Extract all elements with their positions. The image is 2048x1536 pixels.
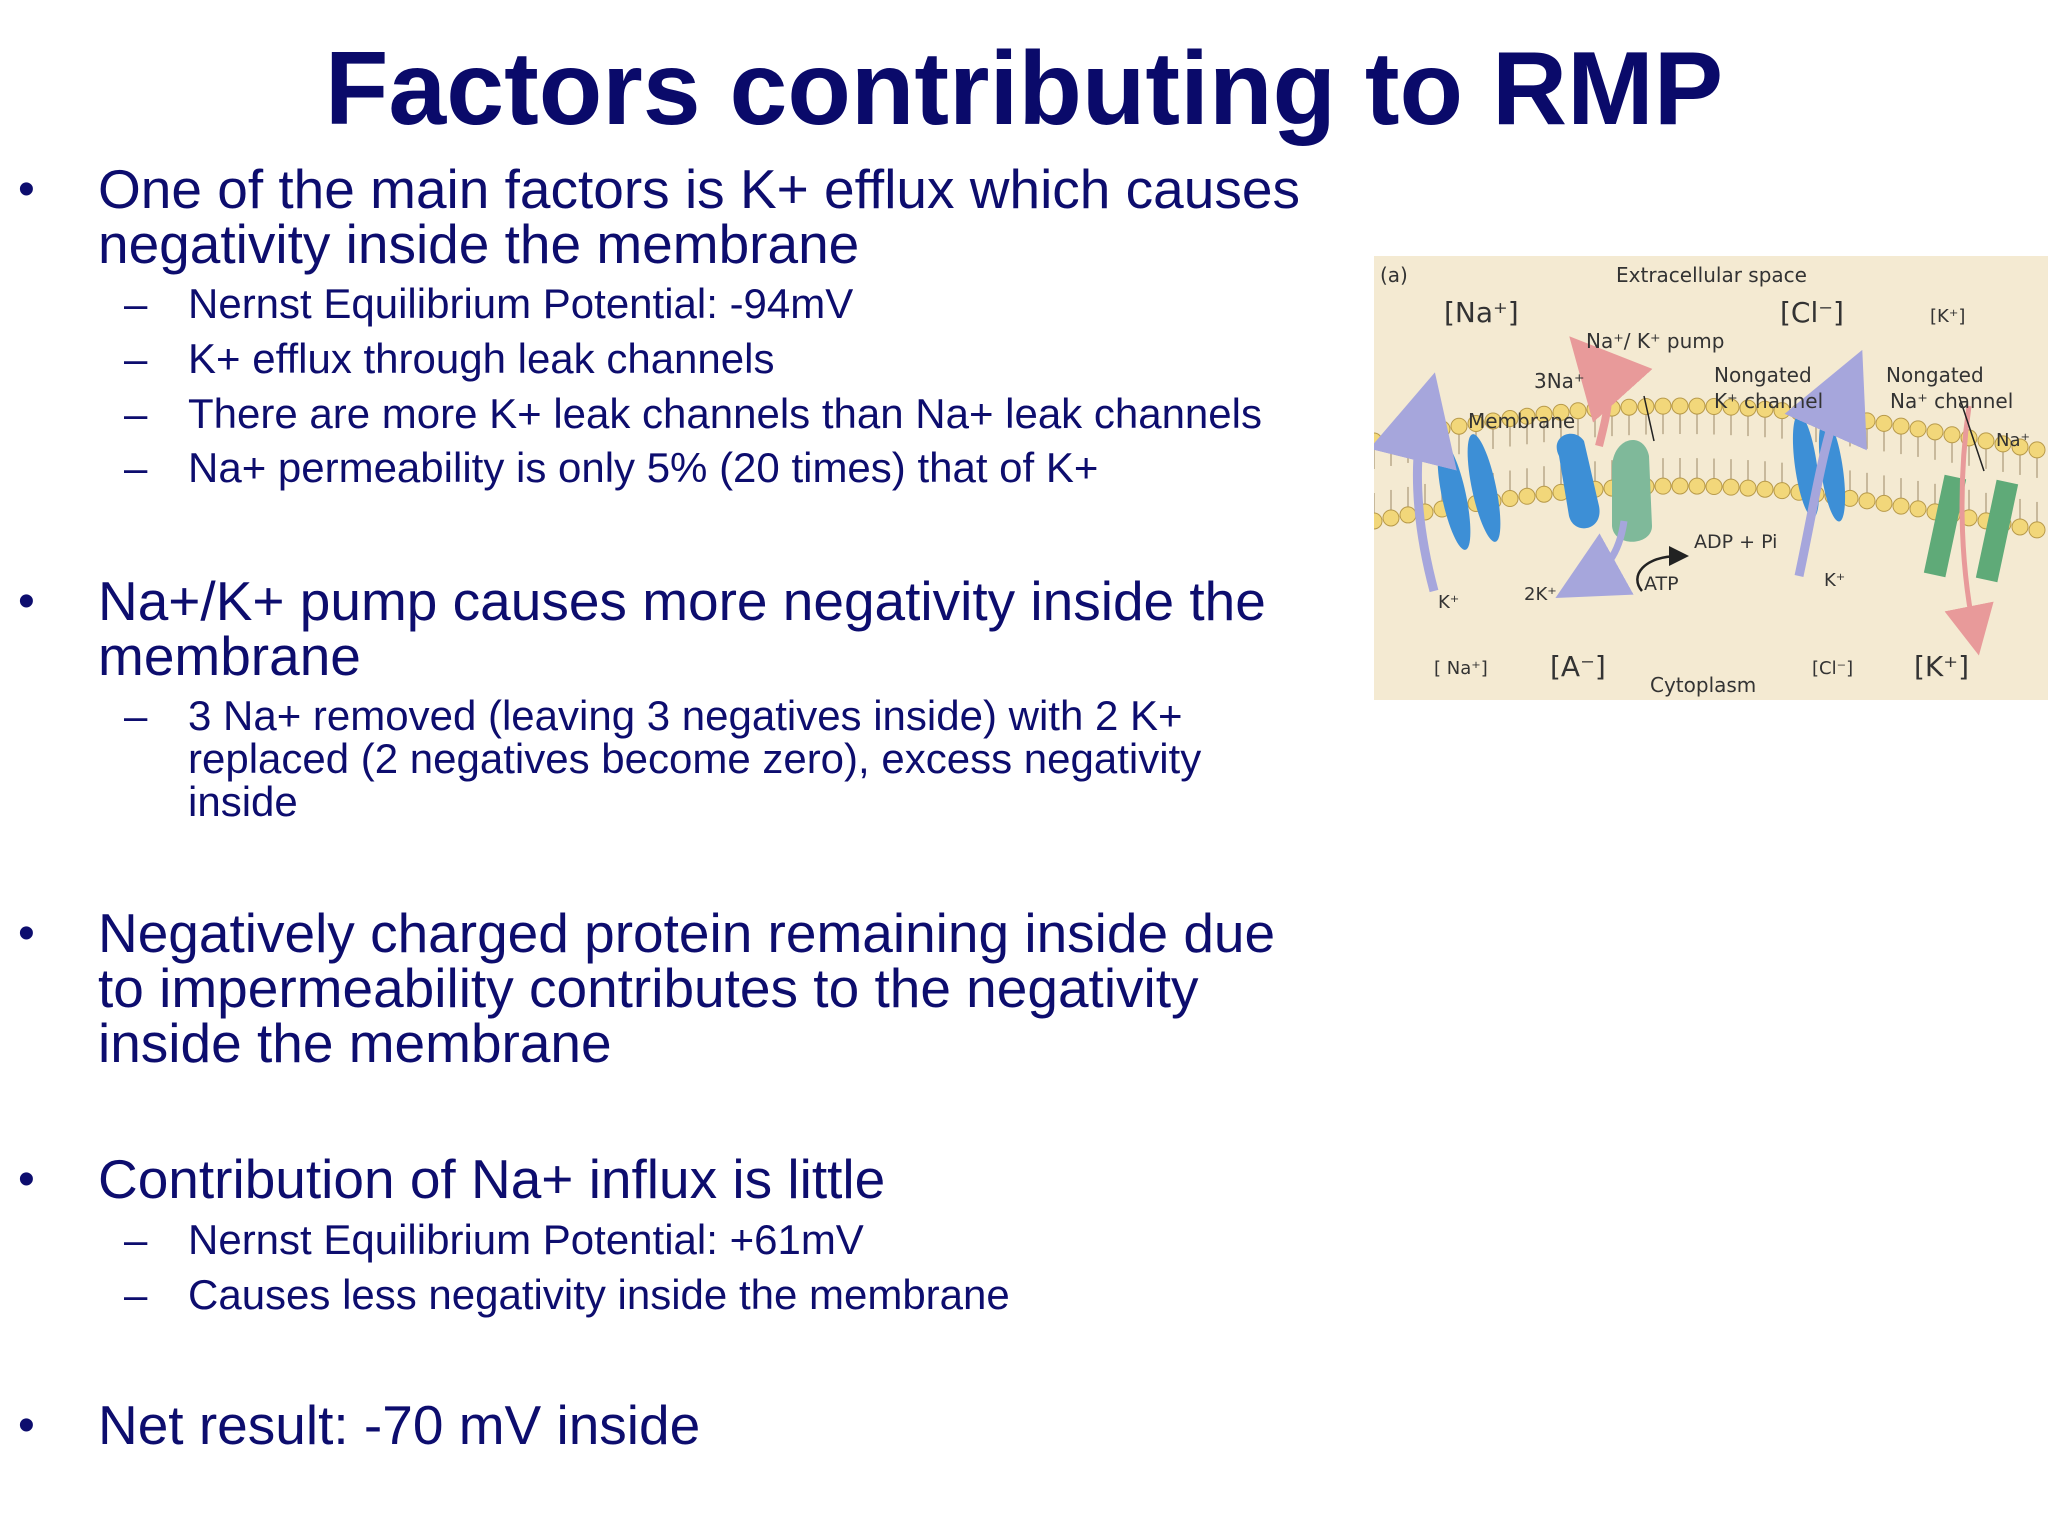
bullet-dot: • [18, 1399, 35, 1452]
sub-line: Causes less negativity inside the membrane [188, 1271, 1010, 1318]
sub-bullet: – Causes less negativity inside the membrane [188, 1273, 1368, 1316]
na-k-pump [1612, 440, 1652, 542]
lipid-head [1757, 481, 1773, 497]
lipid-head [1876, 415, 1892, 431]
sub-line: Nernst Equilibrium Potential: +61mV [188, 1216, 864, 1263]
na-channel-b [1976, 480, 2018, 582]
bottom-a-label: [A⁻] [1550, 650, 1606, 683]
sub-bullet: – There are more K+ leak channels than Na+ leak channels [188, 392, 1368, 435]
k-channel-label-2: K⁺ channel [1714, 389, 1824, 413]
two-k-label: 2K⁺ [1524, 584, 1557, 605]
bullet-line: Na+/K+ pump causes more negativity inside the [98, 570, 1266, 632]
bullet-dot: • [18, 907, 35, 960]
membrane-diagram-svg [1374, 256, 2048, 700]
lipid-head [1706, 479, 1722, 495]
adp-label: ADP + Pi [1694, 531, 1778, 553]
bullet-net-result [18, 1394, 1378, 1456]
lipid-head [1910, 421, 1926, 437]
top-cl-label: [Cl⁻] [1780, 296, 1844, 329]
bullet-line: inside the membrane [98, 1012, 612, 1074]
sub-bullet: – 3 Na+ removed (leaving 3 negatives inside) with 2 K+ replaced (2 negatives become zero), excess negativity inside [188, 694, 1368, 823]
lipid-head [1740, 480, 1756, 496]
bullet-line: membrane [98, 625, 361, 687]
sub-line: Nernst Equilibrium Potential: -94mV [188, 280, 854, 327]
lipid-head [1893, 418, 1909, 434]
lipid-head [1859, 493, 1875, 509]
lipid-head [1383, 430, 1399, 446]
lipid-head [1893, 498, 1909, 514]
bullet-negative-protein [18, 902, 1378, 1074]
membrane-diagram [1374, 256, 2048, 700]
three-na-label: 3Na⁺ [1534, 369, 1585, 393]
lipid-head [1374, 433, 1382, 449]
na-right-label: Na⁺ [1996, 430, 2030, 451]
sub-line: There are more K+ leak channels than Na+ leak channels [188, 390, 1262, 437]
bottom-k-label: [K⁺] [1914, 650, 1969, 683]
lipid-head [2012, 519, 2028, 535]
lipid-head [1859, 413, 1875, 429]
lipid-head [1451, 418, 1467, 434]
lipid-head [1876, 495, 1892, 511]
k-mid-label: K⁺ [1824, 570, 1846, 591]
bullet-line: One of the main factors is K+ efflux which causes [98, 158, 1300, 220]
bullet-na-influx [18, 1148, 1378, 1210]
lipid-head [1383, 510, 1399, 526]
lipid-head [1910, 501, 1926, 517]
lipid-head [1655, 398, 1671, 414]
lipid-head [1374, 513, 1382, 529]
lipid-head [1689, 398, 1705, 414]
slide-title: Factors contributing to RMP [324, 31, 1724, 147]
bullet-dot: • [18, 1153, 35, 1206]
sub-bullet: – Na+ permeability is only 5% (20 times) that of K+ [188, 446, 1368, 489]
na-channel-label-2: Na⁺ channel [1890, 389, 2014, 413]
na-channel-label-1: Nongated [1886, 363, 1984, 387]
lipid-head [1944, 427, 1960, 443]
cytoplasm-label: Cytoplasm [1650, 673, 1757, 697]
bottom-na-label: [ Na⁺] [1434, 658, 1488, 679]
bullet-line: Negatively charged protein remaining inside due [98, 902, 1276, 964]
pump-subunit-blue [1557, 434, 1600, 529]
bottom-cl-label: [Cl⁻] [1812, 658, 1854, 679]
lipid-head [1655, 478, 1671, 494]
lipid-head [1723, 479, 1739, 495]
k-channel-label-1: Nongated [1714, 363, 1812, 387]
atp-label: ATP [1644, 573, 1679, 595]
sub-line: Na+ permeability is only 5% (20 times) that of K+ [188, 444, 1099, 491]
bullet-k-efflux [18, 158, 1378, 275]
lipid-head [1621, 399, 1637, 415]
lipid-head [1434, 421, 1450, 437]
lipid-head [2029, 442, 2045, 458]
sub-bullet: – Nernst Equilibrium Potential: +61mV [188, 1218, 1368, 1261]
top-k-label: [K⁺] [1930, 306, 1966, 327]
sub-bullet: – Nernst Equilibrium Potential: -94mV [188, 282, 1368, 325]
bullet-dot: • [18, 575, 35, 628]
lipid-head [1774, 483, 1790, 499]
k-left-label: K⁺ [1438, 592, 1460, 613]
lipid-head [1978, 433, 1994, 449]
lipid-head [1536, 486, 1552, 502]
sub-line: K+ efflux through leak channels [188, 335, 775, 382]
pump-label: Na⁺/ K⁺ pump [1586, 329, 1725, 353]
panel-label: (a) [1380, 263, 1408, 287]
extracellular-label: Extracellular space [1616, 263, 1807, 287]
top-na-label: [Na⁺] [1444, 296, 1519, 329]
bullet-line: to impermeability contributes to the negativity [98, 957, 1199, 1019]
lipid-head [2029, 522, 2045, 538]
lipid-head [1689, 478, 1705, 494]
bullet-line: negativity inside the membrane [98, 213, 860, 275]
lipid-head [1400, 507, 1416, 523]
lipid-head [1672, 398, 1688, 414]
lipid-head [1502, 491, 1518, 507]
sub-line: replaced (2 negatives become zero), excess negativity [188, 735, 1202, 782]
bullet-dot: • [18, 163, 35, 216]
bullet-line: Contribution of Na+ influx is little [98, 1148, 886, 1210]
bullet-na-k-pump [18, 570, 1378, 687]
lipid-head [1587, 401, 1603, 417]
lipid-head [1672, 478, 1688, 494]
sub-line: inside [188, 778, 298, 825]
lipid-head [1400, 427, 1416, 443]
bullet-line: Net result: -70 mV inside [98, 1394, 701, 1456]
lipid-head [1519, 488, 1535, 504]
lipid-head [1927, 424, 1943, 440]
sub-bullet: – K+ efflux through leak channels [188, 337, 1368, 380]
membrane-label: Membrane [1468, 409, 1576, 433]
sub-line: 3 Na+ removed (leaving 3 negatives inside) with 2 K+ [188, 692, 1183, 739]
lipid-head [1842, 410, 1858, 426]
